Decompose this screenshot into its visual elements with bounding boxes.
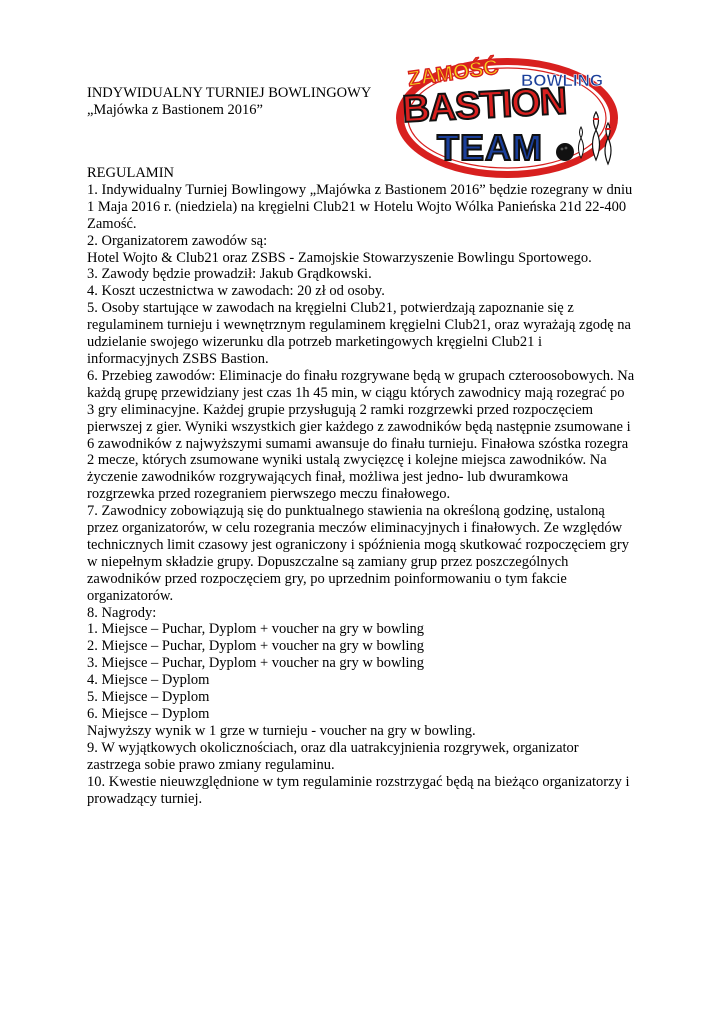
regulations-body [87,165,647,807]
regulations-line: 5. Miejsce – Dyplom [87,689,210,706]
tournament-title: INDYWIDUALNY TURNIEJ BOWLINGOWY [87,85,372,101]
regulations-line: 6. Miejsce – Dyplom [87,706,210,722]
regulations-line: 3. Miejsce – Puchar, Dyplom + voucher na gry w bowling [87,655,425,672]
regulations-line: Zamość. [87,215,137,232]
regulations-line: 3 gry eliminacyjne. Każdej grupie przysługują 2 ramki rozgrzewki przed rozpoczęciem [87,401,594,418]
regulations-line: 2 mecze, których zsumowane wyniki ustalą zwycięzcę i kolejne miejsca zawodników. Na [87,452,607,469]
logo-word-main: BASTION [401,80,568,131]
regulations-line: Najwyższy wynik w 1 grze w turnieju - voucher na gry w bowling. [87,722,476,739]
logo-word-bowling: BOWLING [521,71,604,90]
regulations-line: 1. Indywidualny Turniej Bowlingowy „Majówka z Bastionem 2016” będzie rozegrany w dniu [87,181,633,198]
regulations-line: 1 Maja 2016 r. (niedziela) na kręgielni Club21 w Hotelu Wojto Wólka Panieńska 21d 22-400 [87,198,627,215]
regulations-line: 8. Nagrody: [87,604,157,621]
bowling-ball-icon [556,143,574,161]
regulations-line: organizatorów. [87,587,174,604]
regulations-line: 5. Osoby startujące w zawodach na kręgielni Club21, potwierdzają zapoznanie się z [87,300,574,317]
regulations-line: każdą grupę przewidziany jest czas 1h 45 min, w ciągu których zawodnicy mają rozegrać po [87,384,625,401]
regulations-line: zawodników przed rozpoczęciem gry, po uprzednim poinformowaniu o tym fakcie [87,570,567,587]
regulations-line: regulaminem turnieju i wewnętrznym regulaminem kręgielni Club21, oraz wyrażają zgodę na [87,317,631,334]
regulations-line: 4. Miejsce – Dyplom [87,672,210,689]
regulations-line: udzielanie swojego wizerunku dla potrzeb marketingowych kręgielni Club21 i [87,334,543,351]
regulations-line: przez organizatorów, w celu rozegrania meczów eliminacyjnych i finałowych. Ze względów [87,520,623,537]
regulations-line: 10. Kwestie nieuwzględnione w tym regulaminie rozstrzygać będą na bieżąco organizatorzy i [87,773,630,790]
regulations-line: 2. Organizatorem zawodów są: [87,232,268,249]
regulations-line: 4. Koszt uczestnictwa w zawodach: 20 zł od osoby. [87,283,385,300]
regulations-line: 7. Zawodnicy zobowiązują się do punktualnego stawienia na określoną godzinę, ustaloną [87,503,605,520]
regulations-line: 1. Miejsce – Puchar, Dyplom + voucher na gry w bowling [87,621,425,638]
regulations-line: 6. Przebieg zawodów: Eliminacje do finału rozgrywane będą w grupach czteroosobowych. Na [87,367,635,384]
regulations-heading: REGULAMIN [87,165,174,181]
regulations-line: 2. Miejsce – Puchar, Dyplom + voucher na gry w bowling [87,638,425,655]
logo-graphic [393,52,625,182]
regulations-text [87,182,647,808]
regulations-line: Hotel Wojto & Club21 oraz ZSBS - Zamojskie Stowarzyszenie Bowlingu Sportowego. [87,249,592,266]
logo-word-bottom: TEAM [437,127,543,168]
regulations-line: w niepełnym składzie grupy. Dopuszczalne są zamiany grup przez poszczególnych [87,553,569,570]
regulations-line: prowadzący turniej. [87,790,203,807]
regulations-line: życzenie zawodników rozgrywających finał, możliwa jest jedno- lub dwuramkowa [87,469,569,486]
regulations-line: pierwszej z gier. Wyniki wszystkich gier każdego z zawodników będą następnie zsumowane i [87,418,631,435]
regulations-line: 6 zawodników z najwyższymi sumami awansuje do finału turnieju. Finałowa szóstka rozegra [87,435,629,452]
regulations-line: zastrzega sobie prawo zmiany regulaminu. [87,756,335,773]
regulations-line: 9. W wyjątkowych okolicznościach, oraz dla uatrakcyjnienia rozgrywek, organizator [87,739,579,756]
regulations-line: informacyjnych ZSBS Bastion. [87,350,269,367]
regulations-line: technicznych limit czasowy jest ograniczony i spóźnienia mogą skutkować rozpoczęciem gry [87,536,629,553]
document-header [87,85,371,119]
bastion-team-logo [393,52,625,182]
regulations-line: rozgrzewka przed rozegraniem pierwszego meczu finałowego. [87,486,451,503]
tournament-subtitle: „Majówka z Bastionem 2016” [87,102,263,118]
regulations-line: 3. Zawody będzie prowadził: Jakub Grądkowski. [87,266,372,283]
logo-word-top: ZAMOŚĆ [406,55,500,91]
